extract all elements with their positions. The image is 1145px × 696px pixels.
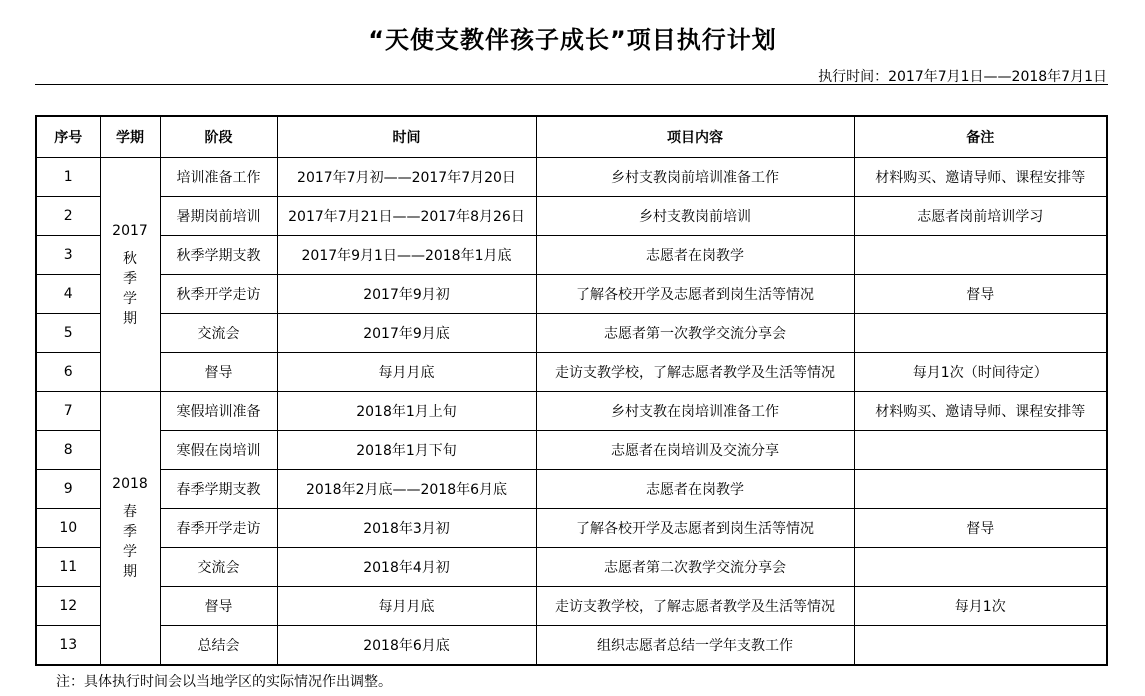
cell-time: 2017年9月底 [277,314,536,353]
term-year: 2018 [112,476,148,492]
cell-no: 1 [36,158,100,197]
cell-no: 3 [36,236,100,275]
table-row [36,314,1107,353]
cell-stage: 督导 [160,587,277,626]
cell-content: 了解各校开学及志愿者到岗生活等情况 [536,509,854,548]
table-row [36,236,1107,275]
table-row [36,353,1107,392]
cell-time: 每月月底 [277,353,536,392]
cell-content: 乡村支教岗前培训准备工作 [536,158,854,197]
cell-note [854,236,1107,275]
cell-content: 了解各校开学及志愿者到岗生活等情况 [536,275,854,314]
plan-table [35,115,1108,666]
cell-time: 2018年4月初 [277,548,536,587]
page-title: “天使支教伴孩子成长”项目执行计划 [368,26,777,54]
cell-time: 2018年1月上旬 [277,392,536,431]
cell-no: 7 [36,392,100,431]
table-row [36,587,1107,626]
table-row [36,275,1107,314]
term-char: 学 [123,290,137,307]
cell-content: 乡村支教岗前培训 [536,197,854,236]
header-note: 备注 [854,116,1107,158]
term-char: 季 [123,270,137,287]
footnote: 注：具体执行时间会以当地学区的实际情况作出调整。 [56,674,392,690]
cell-note [854,314,1107,353]
title-divider [35,84,1108,85]
table-row [36,431,1107,470]
header-term: 学期 [100,116,160,158]
header-stage: 阶段 [160,116,277,158]
header-time: 时间 [277,116,536,158]
cell-note [854,470,1107,509]
cell-no: 5 [36,314,100,353]
term-char: 春 [123,504,137,520]
cell-content: 志愿者在岗教学 [536,470,854,509]
table-row [36,548,1107,587]
cell-note: 督导 [854,509,1107,548]
execution-period: 执行时间：2017年7月1日——2018年7月1日 [818,69,1107,85]
cell-stage: 培训准备工作 [160,158,277,197]
cell-term [100,392,160,666]
cell-note: 督导 [854,275,1107,314]
cell-time: 每月月底 [277,587,536,626]
term-char: 期 [123,564,137,580]
term-char: 学 [123,544,137,560]
cell-stage: 交流会 [160,314,277,353]
table-row [36,470,1107,509]
cell-stage: 交流会 [160,548,277,587]
table-row [36,197,1107,236]
table-row [36,158,1107,197]
cell-note [854,548,1107,587]
cell-time: 2017年7月21日——2017年8月26日 [277,197,536,236]
cell-stage: 寒假在岗培训 [160,431,277,470]
cell-no: 13 [36,626,100,666]
cell-stage: 总结会 [160,626,277,666]
cell-note: 志愿者岗前培训学习 [854,197,1107,236]
term-char: 秋 [123,250,137,267]
cell-content: 志愿者第二次教学交流分享会 [536,548,854,587]
cell-time: 2017年9月初 [277,275,536,314]
cell-time: 2018年2月底——2018年6月底 [277,470,536,509]
cell-time: 2018年6月底 [277,626,536,666]
cell-time: 2018年1月下旬 [277,431,536,470]
cell-stage: 秋季学期支教 [160,236,277,275]
cell-stage: 春季学期支教 [160,470,277,509]
cell-content: 组织志愿者总结一学年支教工作 [536,626,854,666]
cell-no: 12 [36,587,100,626]
cell-time: 2017年7月初——2017年7月20日 [277,158,536,197]
cell-no: 10 [36,509,100,548]
term-char: 期 [123,310,137,327]
cell-stage: 寒假培训准备 [160,392,277,431]
cell-no: 6 [36,353,100,392]
header-content: 项目内容 [536,116,854,158]
cell-content: 志愿者第一次教学交流分享会 [536,314,854,353]
cell-content: 乡村支教在岗培训准备工作 [536,392,854,431]
cell-no: 8 [36,431,100,470]
cell-note: 每月1次（时间待定） [854,353,1107,392]
term-char: 季 [123,524,137,540]
cell-term [100,158,160,392]
table-row [36,509,1107,548]
cell-no: 2 [36,197,100,236]
cell-stage: 秋季开学走访 [160,275,277,314]
cell-stage: 暑期岗前培训 [160,197,277,236]
cell-stage: 督导 [160,353,277,392]
cell-note [854,431,1107,470]
term-year: 2017 [112,222,148,239]
cell-content: 走访支教学校，了解志愿者教学及生活等情况 [536,587,854,626]
cell-note: 每月1次 [854,587,1107,626]
cell-content: 志愿者在岗培训及交流分享 [536,431,854,470]
cell-note: 材料购买、邀请导师、课程安排等 [854,392,1107,431]
cell-no: 4 [36,275,100,314]
cell-time: 2017年9月1日——2018年1月底 [277,236,536,275]
header-no: 序号 [36,116,100,158]
cell-content: 志愿者在岗教学 [536,236,854,275]
table-header-row [36,116,1107,158]
cell-note: 材料购买、邀请导师、课程安排等 [854,158,1107,197]
cell-no: 9 [36,470,100,509]
cell-content: 走访支教学校，了解志愿者教学及生活等情况 [536,353,854,392]
cell-no: 11 [36,548,100,587]
cell-note [854,626,1107,666]
table-row [36,626,1107,666]
cell-time: 2018年3月初 [277,509,536,548]
table-row [36,392,1107,431]
cell-stage: 春季开学走访 [160,509,277,548]
